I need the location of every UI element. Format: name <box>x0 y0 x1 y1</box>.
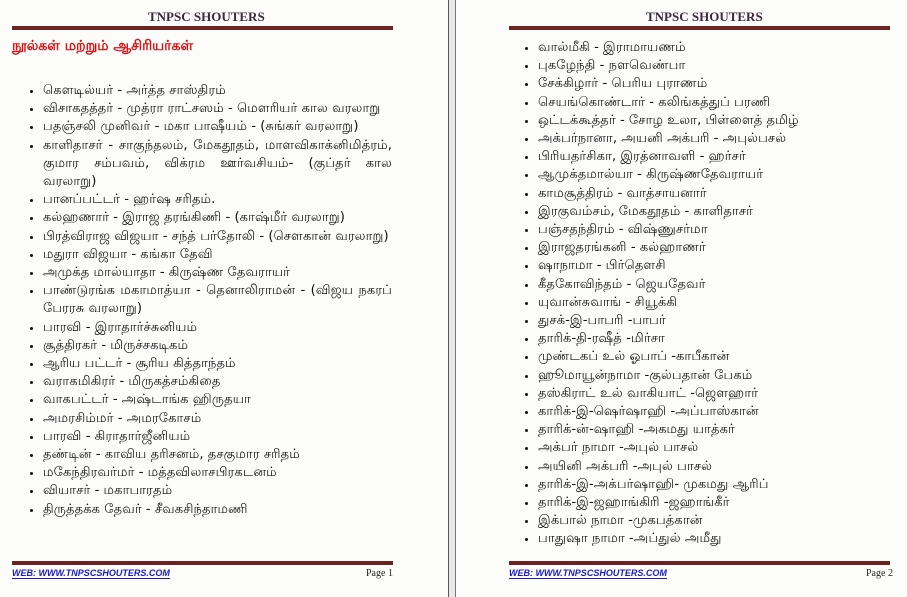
list-item: மதுரா விஜயா - கங்கா தேவி <box>30 246 392 264</box>
list-item: பானப்பட்டர் - ஹர்ஷ சரிதம். <box>30 191 392 209</box>
list-item: இரகுவம்சம், மேகதூதம் - காளிதாசர் <box>525 203 885 221</box>
list-item: பிரத்விராஜ விஜயா - சந்த் பர்தோலி - (சௌகான் வரலாறு) <box>30 228 392 246</box>
list-item: கௌடில்யர் - அர்த்த சாஸ்திரம் <box>30 82 392 100</box>
list-item: காரிக்-இ-ஷெர்ஷாஹி -அப்பாஸ்கான் <box>525 403 885 421</box>
list-item: வால்மீகி - இராமாயணம் <box>525 39 885 57</box>
page-number: Page 1 <box>366 568 393 579</box>
list-item: ஹூமாயூன்நாமா -குல்பதான் பேகம் <box>525 367 885 385</box>
list-item: இக்பால் நாமா -முகபத்கான் <box>525 512 885 530</box>
list-item: முண்டகப் உல் ஓபாப் -காபீகான் <box>525 348 885 366</box>
website-link[interactable]: WEB: WWW.TNPSCSHOUTERS.COM <box>12 568 170 578</box>
book-author-list <box>30 82 392 519</box>
list-item: கீதகோவிந்தம் - ஜெயதேவர் <box>525 276 885 294</box>
page-title: நூல்கள் மற்றும் ஆசிரியர்கள் <box>12 38 194 54</box>
header-rule <box>509 26 890 30</box>
list-item: தாரிக்-இ-ஜஹாங்கிரி -ஜஹாங்கீர் <box>525 494 885 512</box>
list-item: தாரிக்-தி-ரஷீத் -மிர்சா <box>525 330 885 348</box>
footer-rule <box>509 561 890 565</box>
list-item: அக்பர்நானா, அயனி அக்பரி - அபுல்பசல் <box>525 130 885 148</box>
list-item: காமசூத்திரம் - வாத்சாயனார் <box>525 185 885 203</box>
book-author-list <box>525 39 885 549</box>
list-item: துசக்-இ-பாபரி -பாபர் <box>525 312 885 330</box>
list-item: பாரவி - இராதார்ச்சுனியம் <box>30 319 392 337</box>
list-item: ஷாநாமா - பிர்தௌசி <box>525 257 885 275</box>
page-header: TNPSC SHOUTERS <box>148 9 265 24</box>
page-header: TNPSC SHOUTERS <box>646 9 763 24</box>
list-item: செயங்கொண்டார் - கலிங்கத்துப் பரணி <box>525 94 885 112</box>
list-item: சேக்கிழார் - பெரிய புராணம் <box>525 75 885 93</box>
list-item: அக்பர் நாமா -அபுல் பாசல் <box>525 439 885 457</box>
list-item: அமுக்த மால்யாதா - கிருஷ்ண தேவராயர் <box>30 264 392 282</box>
footer-rule <box>12 561 393 565</box>
list-item: வியாசர் - மகாபாரதம் <box>30 482 392 500</box>
page-number: Page 2 <box>866 568 893 579</box>
list-item: பதஞ்சலி முனிவர் - மகா பாஷீயம் - (சுங்கர் வரலாறு) <box>30 118 392 136</box>
list-item: தாரிக்-ன்-ஷாஹி -அகமது யாத்கர் <box>525 421 885 439</box>
list-item: யுவான்சுவாங் - சியூக்கி <box>525 294 885 312</box>
list-item: வராகமிகிரர் - மிருகத்சம்கிதை <box>30 373 392 391</box>
list-item: சூத்திரகர் - மிருச்சகடிகம் <box>30 337 392 355</box>
list-item: ஒட்டக்கூத்தர் - சோழ உலா, பிள்ளைத் தமிழ் <box>525 112 885 130</box>
list-item: அயினி அக்பரி -அபுல் பாசல் <box>525 458 885 476</box>
header-rule <box>12 26 393 30</box>
list-item: பிரியதர்சிகா, இரத்னாவளி - ஹர்சர் <box>525 148 885 166</box>
list-item: தஸ்கிராட் உல் வாகியாட் -ஜௌஹார் <box>525 385 885 403</box>
list-item: ஆரிய பட்டர் - சூரிய கித்தாந்தம் <box>30 355 392 373</box>
list-item: விசாகதத்தர் - முத்ரா ராட்சஸம் - மௌரியர் கால வரலாறு <box>30 100 392 118</box>
list-item: புகழேந்தி - நளவெண்பா <box>525 57 885 75</box>
list-item: பாரவி - கிராதார்ஜீனியம் <box>30 428 392 446</box>
list-item: பாண்டுரங்க மகாமாத்யா - தெனாலிராமன் - (விஜய நகரப் பேரரசு வரலாறு) <box>30 282 392 318</box>
list-item: பஞ்சதந்திரம் - விஷ்ணுசர்மா <box>525 221 885 239</box>
page-2 <box>455 0 907 597</box>
list-item: காளிதாசர் - சாகுந்தலம், மேகதூதம், மாளவிகாக்னிமித்ரம், குமார சம்பவம், விக்ரம ஊர்வசியம்- (குப்தர் கால வரலாறு) <box>30 137 392 192</box>
list-item: ஆமுக்தமால்யா - கிருஷ்ணதேவராயர் <box>525 166 885 184</box>
list-item: கல்ஹணார் - இராஜ தரங்கிணி - (காஷ்மீர் வரலாறு) <box>30 209 392 227</box>
website-link[interactable]: WEB: WWW.TNPSCSHOUTERS.COM <box>509 568 667 578</box>
page-1 <box>0 0 449 597</box>
list-item: மகேந்திரவர்மர் - மத்தவிலாசபிரகடனம் <box>30 464 392 482</box>
list-item: இராஜதரங்கனி - கல்ஹாணர் <box>525 239 885 257</box>
list-item: வாகபட்டர் - அஷ்டாங்க ஹிருதயா <box>30 391 392 409</box>
list-item: திருத்தக்க தேவர் - சீவகசிந்தாமணி <box>30 501 392 519</box>
list-item: பாதுஷா நாமா -அப்துல் அமீது <box>525 530 885 548</box>
list-item: தண்டின் - காவிய தரிசனம், தசகுமார சரிதம் <box>30 446 392 464</box>
list-item: அமரசிம்மர் - அமரகோசம் <box>30 410 392 428</box>
list-item: தாரிக்-இ-அக்பர்ஷாஹி- முகமது ஆரிப் <box>525 476 885 494</box>
